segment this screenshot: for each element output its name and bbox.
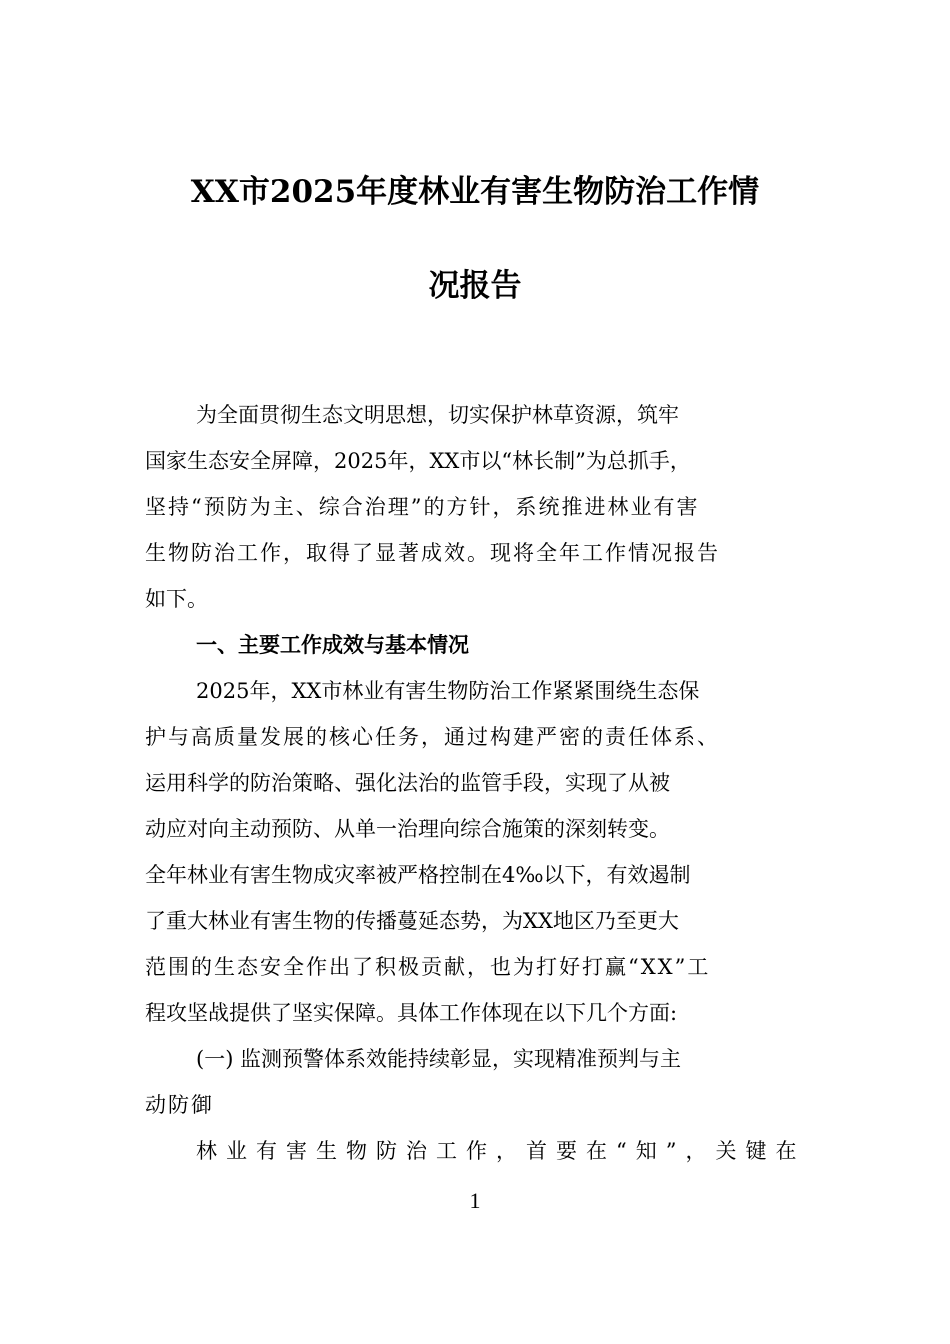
subsection-heading: 动防御 [145, 1093, 214, 1117]
body-line: 护与高质量发展的核心任务，通过构建严密的责任体系、 [145, 725, 720, 749]
body-line: 了重大林业有害生物的传播蔓延态势，为XX地区乃至更大 [145, 909, 679, 933]
page-number: 1 [469, 1188, 481, 1213]
body-line: 2025年，XX市林业有害生物防治工作紧紧围绕生态保 [196, 679, 700, 703]
body-line: 范围的生态安全作出了积极贡献，也为打好打赢“XX”工 [145, 955, 711, 979]
intro-line: 坚持“预防为主、综合治理”的方针，系统推进林业有害 [145, 495, 700, 519]
document-title-line-1: XX市2025年度林业有害生物防治工作情 [190, 174, 760, 210]
body-line: 程攻坚战提供了坚实保障。具体工作体现在以下几个方面: [145, 1001, 678, 1025]
section-heading: 一、主要工作成效与基本情况 [196, 633, 469, 657]
body-line: 运用科学的防治策略、强化法治的监管手段，实现了从被 [145, 771, 670, 795]
body-line: 林业有害生物防治工作，首要在“知”，关键在 [196, 1139, 806, 1163]
intro-line: 生物防治工作，取得了显著成效。现将全年工作情况报告 [145, 541, 720, 565]
intro-line: 如下。 [145, 587, 208, 611]
body-line: 全年林业有害生物成灾率被严格控制在4‰以下，有效遏制 [145, 863, 691, 887]
intro-line: 国家生态安全屏障，2025年，XX市以“林长制”为总抓手， [145, 449, 691, 473]
subsection-heading: (一) 监测预警体系效能持续彰显，实现精准预判与主 [196, 1047, 682, 1071]
intro-line: 为全面贯彻生态文明思想，切实保护林草资源，筑牢 [196, 403, 679, 427]
body-line: 动应对向主动预防、从单一治理向综合施策的深刻转变。 [145, 817, 670, 841]
document-title-line-2: 况报告 [428, 268, 522, 304]
